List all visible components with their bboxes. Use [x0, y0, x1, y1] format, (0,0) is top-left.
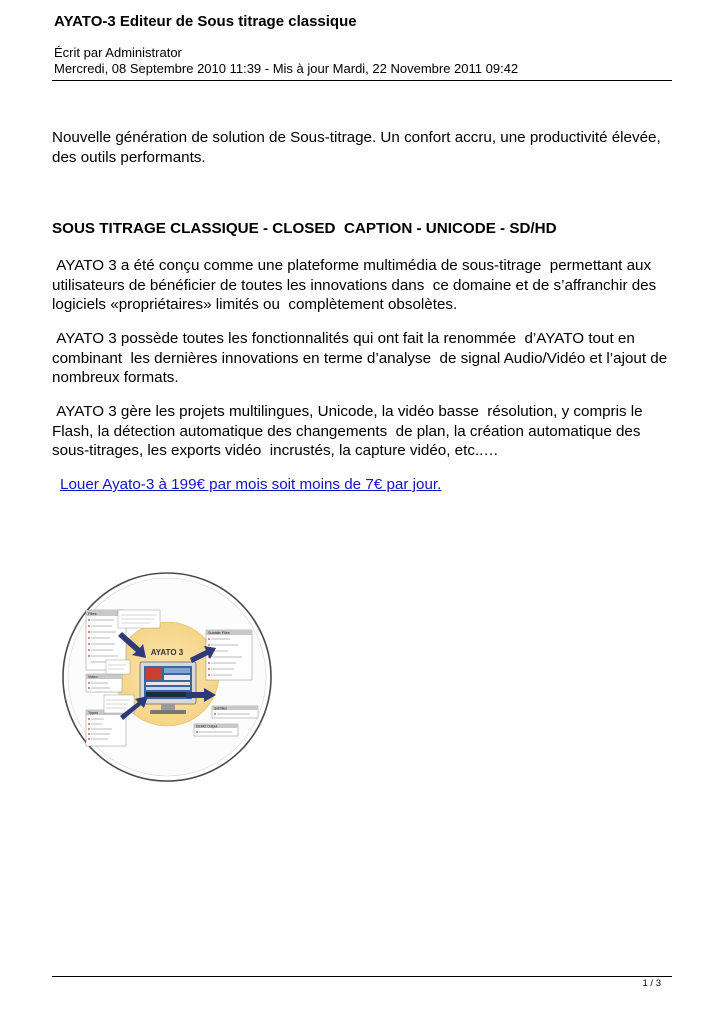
document-title: AYATO-3 Editeur de Sous titrage classique	[54, 13, 357, 30]
svg-text:Subtitle Files: Subtitle Files	[208, 631, 230, 635]
ayato-diagram	[60, 570, 275, 785]
section-heading: SOUS TITRAGE CLASSIQUE - CLOSED CAPTION - UNICODE - SD/HD	[52, 220, 557, 237]
left-info-boxes	[86, 610, 126, 746]
intro-paragraph: Nouvelle génération de solution de Sous-titrage. Un confort accru, une productivité élevée, des outils performants.	[52, 129, 661, 166]
rent-ayato-link[interactable]: Louer Ayato-3 à 199€ par mois soit moins de 7€ par jour.	[60, 476, 442, 493]
header-divider	[52, 80, 672, 81]
svg-text:Types: Types	[88, 711, 99, 715]
body-paragraph-3: AYATO 3 gère les projets multilingues, Unicode, la vidéo basse résolution, y compris le Flash, la détection automatique des changements de plan, la création automatique des sous-titrages, les exports vidéo incrustés, la capture vidéo, etc..…	[52, 403, 643, 460]
author-line: Écrit par Administrator	[54, 45, 182, 60]
diagram-center-label: AYATO 3	[150, 648, 184, 657]
svg-text:DEMO Output: DEMO Output	[196, 724, 218, 729]
body-paragraph-2: AYATO 3 possède toutes les fonctionnalités qui ont fait la renommée d’AYATO tout en combinant les dernières innovations en terme d’analyse de signal Audio/Vidéo et l’ajout de nombreux formats.	[52, 330, 668, 387]
svg-text:Files: Files	[88, 611, 97, 616]
body-paragraph-1: AYATO 3 a été conçu comme une plateforme multimédia de sous-titrage permettant aux utilisateurs de bénéficier de toutes les innovations dans ce domaine et de s’affranchir des logiciels «propriétaires» limités ou complètement obsolètes.	[52, 257, 657, 314]
footer-divider	[52, 976, 672, 977]
svg-text:Video: Video	[88, 675, 98, 679]
page-number: 1 / 3	[642, 978, 661, 989]
date-line: Mercredi, 08 Septembre 2010 11:39 - Mis à jour Mardi, 22 Novembre 2011 09:42	[54, 61, 519, 76]
svg-text:Subtitles: Subtitles	[214, 706, 228, 711]
